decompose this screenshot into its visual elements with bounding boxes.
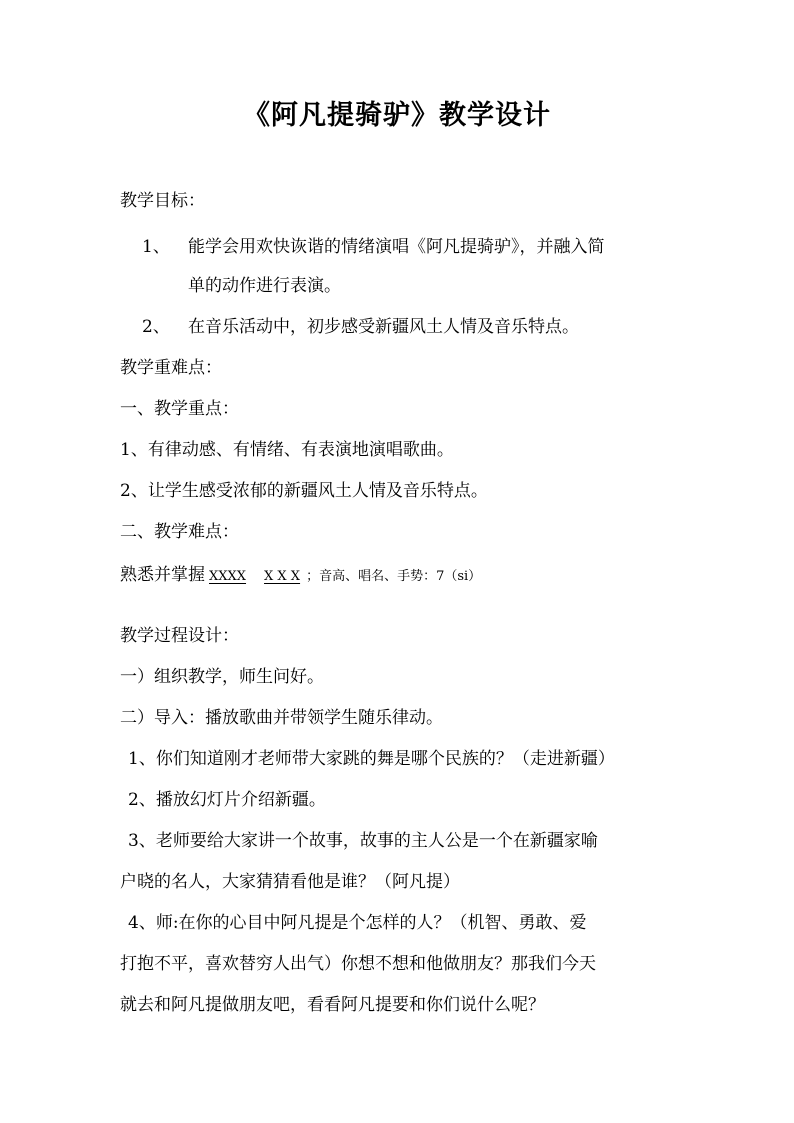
objective-number: 2、 xyxy=(142,317,170,337)
objective-item-1-continued: 单的动作进行表演。 xyxy=(188,276,341,296)
document-title: 《阿凡提骑驴》教学设计 xyxy=(243,100,551,131)
difficulties-heading: 教学重难点： xyxy=(120,358,222,378)
question-3-continued: 户晓的名人，大家猜猜看他是谁？（阿凡提） xyxy=(120,872,460,892)
objective-number: 1、 xyxy=(142,237,170,257)
process-heading: 教学过程设计： xyxy=(120,626,239,646)
rhythm-pattern-2: X X X xyxy=(264,569,301,584)
hard-point-line xyxy=(120,560,481,592)
key-point-2: 2、让学生感受浓郁的新疆风土人情及音乐特点。 xyxy=(120,481,488,501)
key-point-1: 1、有律动感、有情绪、有表演地演唱歌曲。 xyxy=(120,440,454,460)
hard-point-suffix: ；音高、唱名、手势：7（si） xyxy=(306,569,482,584)
hard-points-heading: 二、教学难点： xyxy=(120,522,239,542)
objectives-heading: 教学目标： xyxy=(120,191,205,211)
process-step-1: 一）组织教学，师生问好。 xyxy=(120,667,324,687)
question-4: 4、师:在你的心目中阿凡提是个怎样的人？（机智、勇敢、爱 xyxy=(128,913,587,933)
objective-text: 在音乐活动中，初步感受新疆风土人情及音乐特点。 xyxy=(188,317,579,337)
question-1: 1、你们知道刚才老师带大家跳的舞是哪个民族的？（走进新疆） xyxy=(128,749,615,769)
question-2: 2、播放幻灯片介绍新疆。 xyxy=(128,790,326,810)
question-4-continued-1: 打抱不平，喜欢替穷人出气）你想不想和他做朋友？那我们今天 xyxy=(120,954,596,974)
rhythm-pattern-1: XXXX xyxy=(209,569,247,584)
objective-text: 能学会用欢快诙谐的情绪演唱《阿凡提骑驴》，并融入简 xyxy=(188,237,605,257)
objective-item-2 xyxy=(142,312,579,342)
objective-item-1 xyxy=(142,232,605,262)
hard-point-prefix: 熟悉并掌握 xyxy=(120,565,205,585)
process-step-2: 二）导入：播放歌曲并带领学生随乐律动。 xyxy=(120,708,443,728)
question-3: 3、老师要给大家讲一个故事，故事的主人公是一个在新疆家喻 xyxy=(128,831,598,851)
key-points-heading: 一、教学重点： xyxy=(120,399,239,419)
question-4-continued-2: 就去和阿凡提做朋友吧，看看阿凡提要和你们说什么呢？ xyxy=(120,995,545,1015)
